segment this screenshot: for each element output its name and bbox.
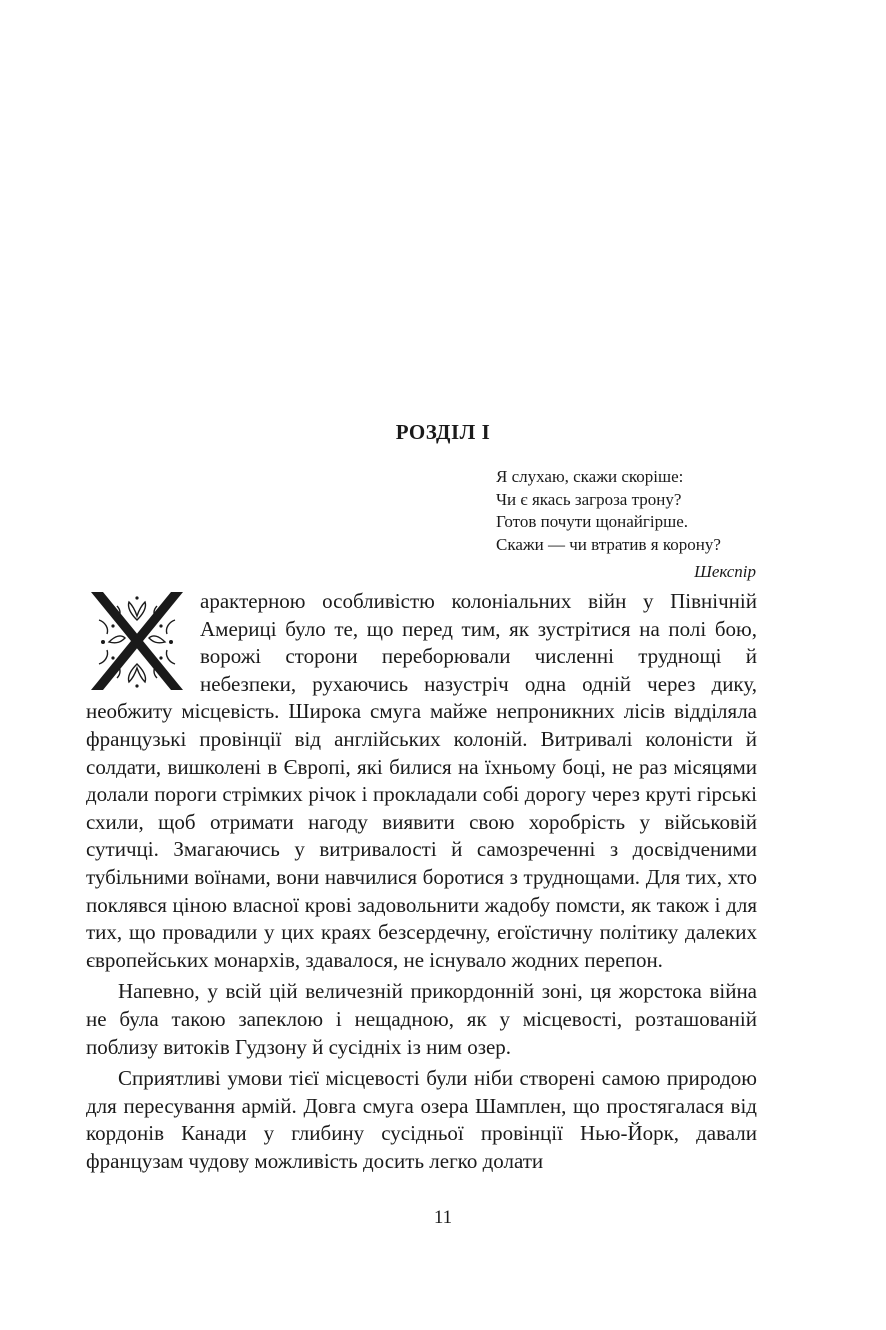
paragraph: Напевно, у всій цій величезній прикордонній зоні, ця жорстока війна не була такою запеклою і нещадною, як у місцевості, розташованій поблизу витоків Гудзону й сусідніх із ним озер.: [86, 979, 757, 1059]
ornamental-dropcap: [86, 590, 188, 694]
epigraph-author: Шекспір: [694, 562, 756, 581]
paragraph: [86, 588, 757, 974]
chapter-title: РОЗДІЛ I: [395, 420, 491, 444]
epigraph-line: Готов почути щонайгірше.: [496, 512, 688, 531]
chapter-body: [86, 588, 757, 1175]
paragraph: Сприятливі умови тієї місцевості були ніби створені самою природою для пересування армій. Довга смуга озера Шамплен, що простягалася від кордонів Канади у глибину сусідньої провінції Нью-Йорк, давали французам чудову можливість досить легко долати: [86, 1066, 757, 1173]
paragraph-text: арактерною особливістю колоніальних війн у Північній Америці було те, що перед тим, як зустрітися на полі бою, ворожі сторони переборювали численні труднощі й небезпеки, рухаючись назустріч одна одній через дику, необжиту місцевість. Широка смуга майже непроникних лісів відділяла французькі провінції від англійських колоній. Витривалі колоністи й солдати, вишколені в Європі, які билися на їхньому боці, не раз місяцями долали пороги стрімких річок і прокладали собі дорогу через круті гірські схили, щоб отримати нагоду виявити свою хоробрість у військовій сутичці. Змагаючись у витривалості й самозреченні з досвідченими тубільними воїнами, вони навчилися боротися з труднощами. Для тих, хто поклявся ціною власної крові задовольнити жадобу помсти, як також і для тих, що провадили у цих краях безсердечну, егоїстичну політику далеких європейських монархів, здавалося, не існувало жодних перепон.: [86, 589, 757, 972]
page-number: 11: [433, 1207, 453, 1228]
epigraph-line: Скажи — чи втратив я корону?: [496, 534, 721, 554]
epigraph-line: Чи є якась загроза трону?: [496, 489, 682, 509]
epigraph: [496, 466, 766, 584]
epigraph-line: Я слухаю, скажи скоріше:: [496, 467, 684, 486]
ornament-x-icon: [87, 590, 187, 694]
